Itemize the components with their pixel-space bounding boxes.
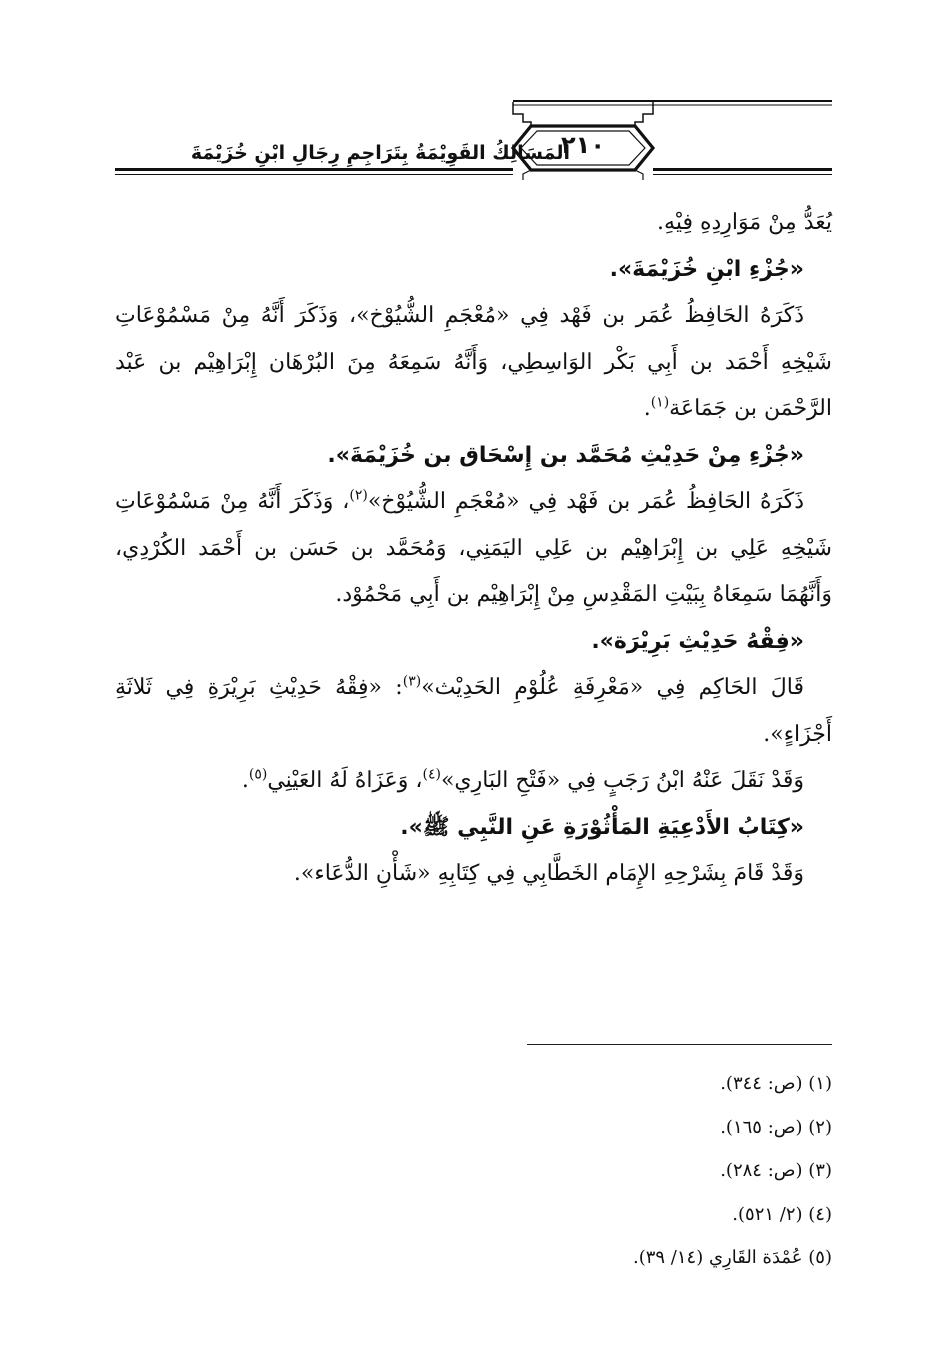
paragraph xyxy=(115,665,832,758)
running-title: المَسَالِكُ القَوِيْمَةُ بِتَرَاجِمِ رِجَالِ ابْنِ خُزَيْمَةَ xyxy=(190,142,570,164)
footnote-ref[interactable]: (٣) xyxy=(402,673,422,690)
section-heading: «كِتَابُ الأَدْعِيَةِ المَأْثُوْرَةِ عَنِ النَّبِي ﷺ». xyxy=(400,814,804,840)
section-heading: «جُزْءِ مِنْ حَدِيْثِ مُحَمَّد بن إِسْحَاق بن خُزَيْمَةَ». xyxy=(327,442,804,468)
footnote-ref[interactable]: (٥) xyxy=(248,766,268,783)
footnote: (١) (ص: ٣٤٤). xyxy=(720,1073,832,1094)
paragraph: وَقَدْ نَقَلَ عَنْهُ ابْنُ رَجَبٍ فِي «فَتْحِ البَارِي»$^{(٤)}$، وَعَزَاهُ لَهُ العَيْنِي$^{(٥)}$. xyxy=(241,766,804,793)
section-heading: «جُزْءِ ابْنِ خُزَيْمَةَ». xyxy=(609,256,804,282)
paragraph-text: قَالَ الحَاكِم فِي «مَعْرِفَةِ عُلُوْمِ الحَدِيْث» xyxy=(421,675,804,700)
paragraph-text: ، وَذَكَرَ أَنَّهُ مِنْ مَسْمُوْعَاتِ شَيْخِهِ عَلِي بن إِبْرَاهِيْم بن عَلِي اليَمَنِي، وَمُحَمَّد بن حَسَن بن أَحْمَد الكُرْدِي، وَأَنَّهُمَا سَمِعَاهُ بِبَيْتِ المَقْدِسِ مِنْ إِبْرَاهِيْم بن أَبِي مَحْمُوْد. xyxy=(115,489,832,607)
footnote-ref[interactable]: (٤) xyxy=(422,766,441,783)
paragraph-text: ، وَعَزَاهُ لَهُ العَيْنِي xyxy=(267,768,423,793)
paragraph-text: ذَكَرَهُ الحَافِظُ عُمَر بن فَهْد فِي «مُعْجَمِ الشُّيُوْخ»، وَذَكَرَ أَنَّهُ مِنْ مَسْمُوْعَاتِ شَيْخِهِ أَحْمَد بن أَبِي بَكْر الوَاسِطِي، وَأَنَّهُ سَمِعَهُ مِنَ البُرْهَان إِبْرَاهِيْم بن عَبْد الرَّحْمَن بن جَمَاعَة xyxy=(115,303,832,421)
paragraph: وَقَدْ قَامَ بِشَرْحِهِ الإِمَام الخَطَّابِي فِي كِتَابِهِ «شَأْنِ الدُّعَاء». xyxy=(293,861,804,886)
paragraph-text: ذَكَرَهُ الحَافِظُ عُمَر بن فَهْد فِي «مُعْجَمِ الشُّيُوْخ» xyxy=(367,489,804,514)
paragraph xyxy=(115,479,832,619)
paragraph-text: : «فِقْهُ حَدِيْثِ بَرِيْرَةِ فِي ثَلاثَةِ أَجْزَاءٍ». xyxy=(115,675,832,747)
footnote-ref[interactable]: (١) xyxy=(650,394,670,411)
footnote-ref[interactable]: (٢) xyxy=(349,487,368,504)
body-text xyxy=(115,200,832,898)
footnotes xyxy=(415,1062,832,1280)
paragraph-text: وَقَدْ نَقَلَ عَنْهُ ابْنُ رَجَبٍ فِي «فَتْحِ البَارِي» xyxy=(440,768,804,793)
paragraph: ذَكَرَهُ الحَافِظُ عُمَر بن فَهْد فِي «مُعْجَمِ الشُّيُوْخ»، وَذَكَرَ أَنَّهُ مِنْ مَسْمُوْعَاتِ شَيْخِهِ أَحْمَد بن أَبِي بَكْر الوَاسِطِي، وَأَنَّهُ سَمِعَهُ مِنَ البُرْهَان إِبْرَاهِيْم بن عَبْد الرَّحْمَن بن جَمَاعَة$^{(١)}$. xyxy=(115,303,832,421)
page-header xyxy=(115,100,832,180)
footnote: (٥) عُمْدَة القَارِي (١٤/ ٣٩). xyxy=(632,1247,832,1268)
footnote-separator xyxy=(527,1044,832,1045)
section-heading: «فِقْهُ حَدِيْثِ بَرِيْرَة». xyxy=(591,628,804,654)
footnote: (٢) (ص: ١٦٥). xyxy=(720,1116,832,1138)
page-number-badge xyxy=(115,100,832,180)
footnote: (٣) (ص: ٢٨٤). xyxy=(720,1160,832,1181)
page-number: ٢١٠ xyxy=(561,131,605,159)
footnote: (٤) (٢/ ٥٢١). xyxy=(732,1203,832,1225)
body-line: يُعَدُّ مِنْ مَوَارِدِهِ فِيْهِ. xyxy=(657,210,832,235)
